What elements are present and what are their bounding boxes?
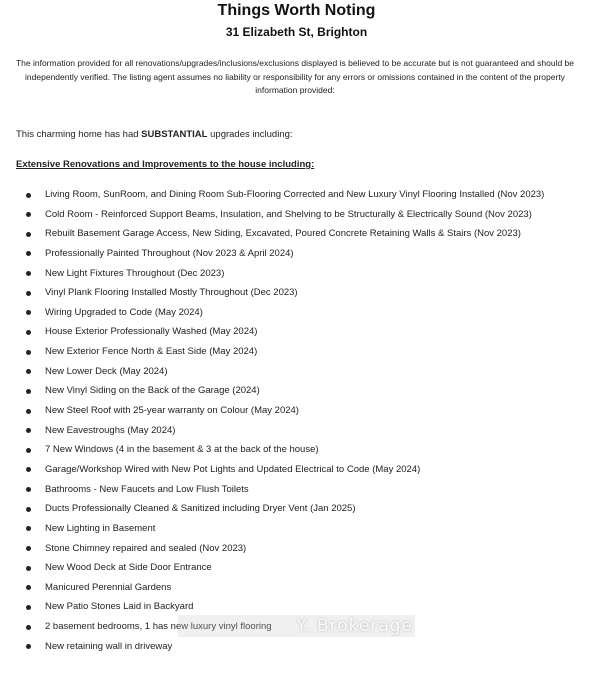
page-title: Things Worth Noting bbox=[217, 2, 376, 19]
intro-text-before: This charming home has had bbox=[16, 129, 142, 140]
bullet-icon bbox=[26, 448, 31, 453]
list-item bbox=[0, 322, 593, 342]
list-item-text: House Exterior Professionally Washed (May 2024) bbox=[45, 326, 258, 338]
bullet-icon bbox=[26, 644, 31, 649]
list-item-text: New Patio Stones Laid in Backyard bbox=[45, 601, 194, 613]
bullet-icon bbox=[26, 212, 31, 217]
intro-text-after: upgrades including: bbox=[207, 129, 293, 140]
list-item bbox=[0, 381, 593, 401]
bullet-icon bbox=[26, 507, 31, 512]
list-item bbox=[0, 264, 593, 284]
list-item bbox=[0, 578, 593, 598]
list-item-text: Garage/Workshop Wired with New Pot Lights and Updated Electrical to Code (May 2024) bbox=[45, 463, 421, 475]
bullet-icon bbox=[26, 271, 31, 276]
list-item-text: New Light Fixtures Throughout (Dec 2023) bbox=[45, 267, 225, 279]
upgrade-list bbox=[0, 185, 593, 656]
list-item bbox=[0, 303, 593, 323]
disclaimer-text: The information provided for all renovations/upgrades/inclusions/exclusions displayed is believed to be accurate but is not guaranteed and should be independently verified. The listing agent assumes no liability or responsibility for any errors or omissions contained in the content of the property information provided: bbox=[15, 58, 575, 95]
list-item bbox=[0, 244, 593, 264]
intro-text-emphasis: SUBSTANTIAL bbox=[141, 129, 208, 140]
list-item-text: New Exterior Fence North & East Side (May 2024) bbox=[45, 346, 258, 358]
bullet-icon bbox=[26, 389, 31, 394]
list-item bbox=[0, 205, 593, 225]
list-item-text: New Eavestroughs (May 2024) bbox=[45, 424, 176, 436]
bullet-icon bbox=[26, 487, 31, 492]
bullet-icon bbox=[26, 291, 31, 296]
section-heading: Extensive Renovations and Improvements to the house including: bbox=[16, 159, 315, 170]
list-item-text: New Steel Roof with 25-year warranty on Colour (May 2024) bbox=[45, 405, 299, 417]
list-item-text: New Lower Deck (May 2024) bbox=[45, 365, 168, 377]
list-item-text: Manicured Perennial Gardens bbox=[45, 581, 172, 593]
bullet-icon bbox=[26, 251, 31, 256]
list-item bbox=[0, 283, 593, 303]
list-item-text: Stone Chimney repaired and sealed (Nov 2023) bbox=[45, 542, 247, 554]
intro-paragraph bbox=[16, 128, 293, 141]
list-item-text: Ducts Professionally Cleaned & Sanitized including Dryer Vent (Jan 2025) bbox=[45, 503, 356, 515]
bullet-icon bbox=[26, 330, 31, 335]
list-item-text: New Wood Deck at Side Door Entrance bbox=[45, 562, 212, 574]
brokerage-watermark: Y. Brokerage bbox=[178, 615, 415, 637]
bullet-icon bbox=[26, 428, 31, 433]
list-item bbox=[0, 519, 593, 539]
list-item-text: 7 New Windows (4 in the basement & 3 at the back of the house) bbox=[45, 444, 319, 456]
bullet-icon bbox=[26, 232, 31, 237]
bullet-icon bbox=[26, 585, 31, 590]
list-item-text: Bathrooms - New Faucets and Low Flush Toilets bbox=[45, 483, 249, 495]
bullet-icon bbox=[26, 369, 31, 374]
bullet-icon bbox=[26, 546, 31, 551]
bullet-icon bbox=[26, 193, 31, 198]
list-item-text: Professionally Painted Throughout (Nov 2023 & April 2024) bbox=[45, 247, 294, 259]
list-item bbox=[0, 499, 593, 519]
list-item bbox=[0, 440, 593, 460]
list-item-text: New retaining wall in driveway bbox=[45, 640, 173, 652]
list-item bbox=[0, 401, 593, 421]
bullet-icon bbox=[26, 409, 31, 414]
list-item bbox=[0, 342, 593, 362]
bullet-icon bbox=[26, 605, 31, 610]
list-item-text: Rebuilt Basement Garage Access, New Siding, Excavated, Poured Concrete Retaining Walls & Stairs (Nov 2023) bbox=[45, 228, 521, 240]
list-item-text: New Lighting in Basement bbox=[45, 522, 156, 534]
bullet-icon bbox=[26, 566, 31, 571]
list-item bbox=[0, 480, 593, 500]
bullet-icon bbox=[26, 526, 31, 531]
list-item-text: Cold Room - Reinforced Support Beams, Insulation, and Shelving to be Structurally & Electrically Sound (Nov 2023) bbox=[45, 208, 532, 220]
list-item bbox=[0, 185, 593, 205]
bullet-icon bbox=[26, 467, 31, 472]
list-item bbox=[0, 224, 593, 244]
property-address: 31 Elizabeth St, Brighton bbox=[225, 25, 368, 39]
list-item bbox=[0, 637, 593, 657]
list-item bbox=[0, 362, 593, 382]
list-item bbox=[0, 558, 593, 578]
list-item-text: Living Room, SunRoom, and Dining Room Sub-Flooring Corrected and New Luxury Vinyl Flooring Installed (Nov 2023) bbox=[45, 189, 545, 200]
list-item bbox=[0, 460, 593, 480]
bullet-icon bbox=[26, 350, 31, 355]
bullet-icon bbox=[26, 310, 31, 315]
list-item bbox=[0, 421, 593, 441]
list-item-text: New Vinyl Siding on the Back of the Garage (2024) bbox=[45, 385, 260, 397]
list-item bbox=[0, 539, 593, 559]
list-item-text: 2 basement bedrooms, 1 has new luxury vinyl flooring bbox=[45, 621, 272, 633]
list-item-text: Vinyl Plank Flooring Installed Mostly Throughout (Dec 2023) bbox=[45, 287, 298, 299]
list-item-text: Wiring Upgraded to Code (May 2024) bbox=[45, 306, 203, 318]
bullet-icon bbox=[26, 625, 31, 630]
